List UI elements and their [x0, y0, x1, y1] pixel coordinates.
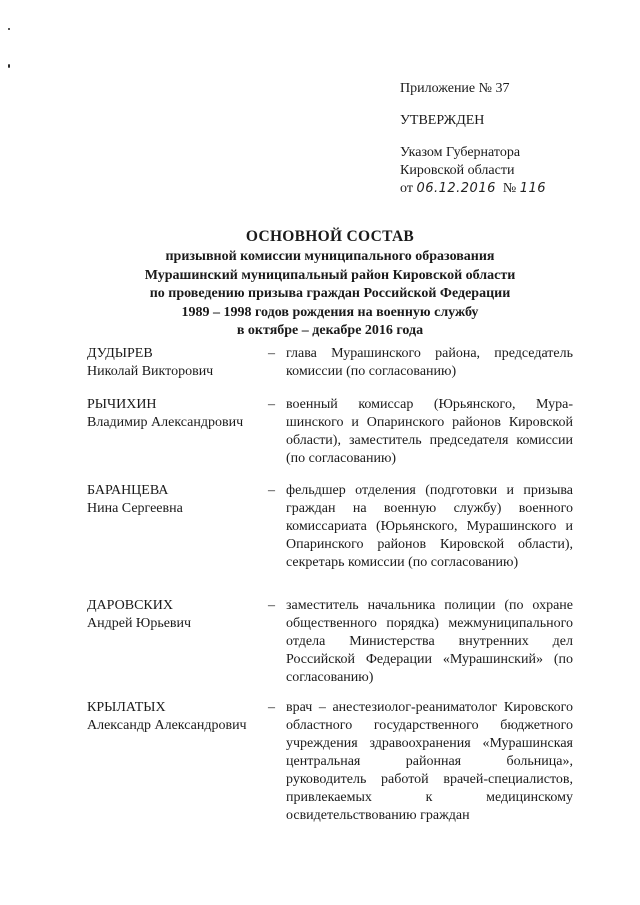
heading-line-5: в октябре – декабре 2016 года	[236, 323, 424, 338]
from-prefix: от	[400, 181, 413, 196]
member-dash: –	[268, 700, 275, 715]
member-role: глава Мурашинского района, председатель комиссии (по согласованию)	[286, 346, 573, 379]
decree-line-1: Указом Губернатора	[400, 145, 521, 160]
number-prefix: №	[502, 181, 517, 196]
member-given-name: Нина Сергеевна	[87, 501, 183, 516]
member-dash: –	[268, 483, 275, 498]
handwritten-number: 116	[519, 181, 547, 196]
member-name	[87, 345, 267, 381]
member-surname: ДУДЫРЕВ	[87, 346, 153, 361]
scan-speck	[8, 64, 10, 68]
member-given-name: Александр Александрович	[87, 718, 247, 733]
member-name	[87, 482, 267, 518]
member-given-name: Николай Викторович	[87, 364, 214, 379]
member-given-name: Владимир Александрович	[87, 415, 244, 430]
scan-speck	[8, 28, 10, 30]
appendix-number: Приложение № 37	[400, 81, 510, 96]
member-dash: –	[268, 598, 275, 613]
member-dash: –	[268, 397, 275, 412]
member-surname: КРЫЛАТЫХ	[87, 700, 166, 715]
member-surname: БАРАНЦЕВА	[87, 483, 169, 498]
approval-block	[400, 80, 546, 198]
heading-line-4: 1989 – 1998 годов рождения на военную службу	[181, 304, 479, 320]
member-name	[87, 597, 267, 633]
document-title: ОСНОВНОЙ СОСТАВ	[245, 228, 415, 245]
member-role: военный комиссар (Юрьянского, Мурашинского и Опаринского районов Кировской области), заместитель председателя комиссии (по согласованию)	[286, 397, 573, 466]
member-given-name: Андрей Юрьевич	[87, 616, 192, 631]
decree-line-2: Кировской области	[400, 163, 515, 178]
member-surname: ДАРОВСКИХ	[87, 598, 173, 613]
member-name	[87, 396, 267, 432]
decree-date-line	[400, 180, 546, 198]
handwritten-date: 06.12.2016	[416, 181, 496, 196]
member-name	[87, 699, 267, 735]
heading-line-2: Мурашинский муниципальный район Кировской области	[144, 267, 516, 283]
heading-line-3: по проведению призыва граждан Российской Федерации	[149, 286, 511, 301]
member-role: фельдшер отделения (подготовки и призыва граждан на военную службу) военного комиссариата (Юрьянского, Мурашинского и Опаринского районов Кировской области), секретарь комиссии (по согласованию)	[286, 483, 573, 570]
member-role: заместитель начальника полиции (по охране общественного порядка) межмуниципального отдела Министерства внутренних дел Российской Федерации «Мурашинский» (по согласованию)	[286, 598, 573, 685]
heading-line-1: призывной комиссии муниципального образования	[165, 249, 495, 264]
document-heading	[70, 226, 590, 341]
member-role: врач – анестезиолог-реаниматолог Кировского областного государственного бюджетного учреждения здравоохранения «Мурашинская центральная районная больница», руководитель работой врачей-специалистов, привлекаемых к медицинскому освидетельствованию граждан	[286, 700, 573, 823]
member-surname: РЫЧИХИН	[87, 397, 157, 412]
member-dash: –	[268, 346, 275, 361]
approved-label: УТВЕРЖДЕН	[400, 113, 485, 128]
